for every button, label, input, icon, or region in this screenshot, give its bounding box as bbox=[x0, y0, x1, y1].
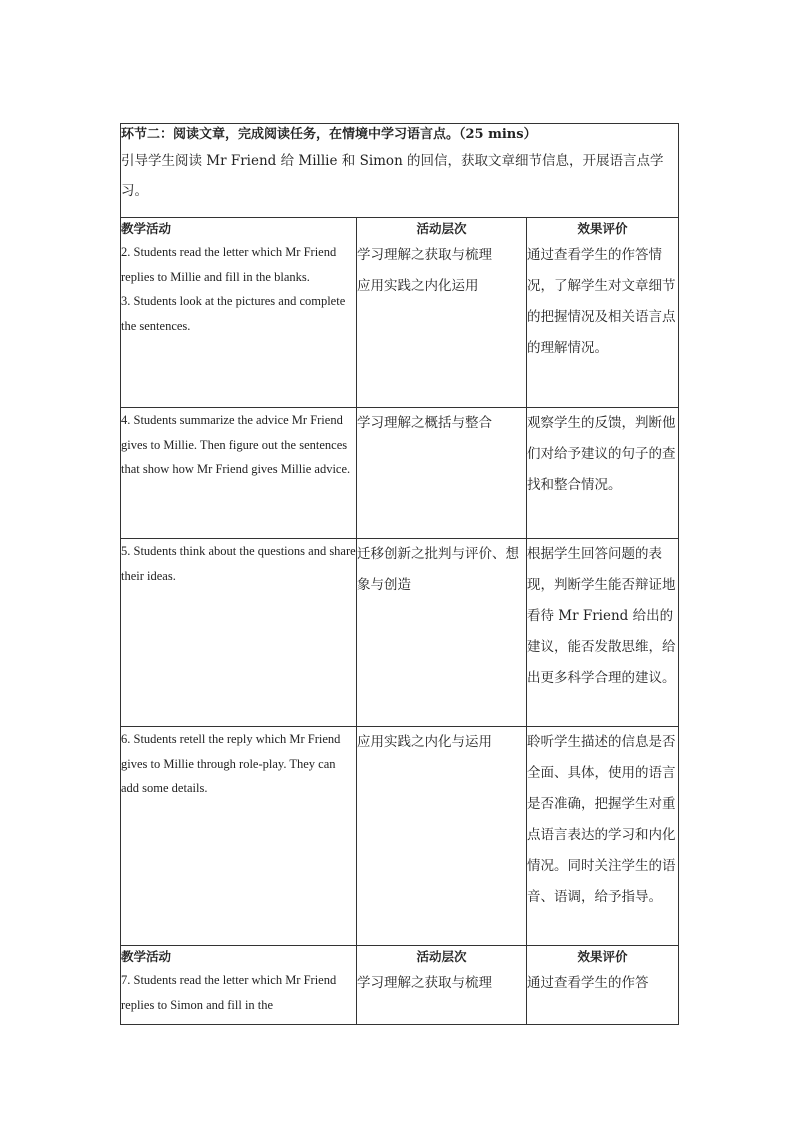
evaluation-header: 效果评价 bbox=[577, 949, 628, 964]
level-text: 学习理解之概括与整合 bbox=[357, 415, 492, 431]
level-header: 活动层次 bbox=[416, 221, 467, 236]
evaluation-text: 观察学生的反馈，判断他们对给予建议的句子的查找和整合情况。 bbox=[527, 415, 676, 493]
evaluation-cell bbox=[527, 727, 679, 946]
activity-text: 4. Students summarize the advice Mr Friend gives to Millie. Then figure out the sentences that show how Mr Friend gives Millie advice. bbox=[121, 413, 351, 476]
activity-header: 教学活动 bbox=[121, 222, 172, 236]
activity-cell bbox=[121, 727, 357, 946]
level-cell bbox=[357, 946, 527, 1025]
evaluation-cell bbox=[527, 539, 679, 727]
evaluation-cell bbox=[527, 408, 679, 539]
activity-cell bbox=[121, 408, 357, 539]
evaluation-cell bbox=[527, 218, 679, 408]
activity-cell bbox=[121, 218, 357, 408]
level-header: 活动层次 bbox=[416, 949, 467, 964]
activity-text: 7. Students read the letter which Mr Friend replies to Simon and fill in the bbox=[121, 973, 337, 1012]
level-cell bbox=[357, 727, 527, 946]
activity-cell bbox=[121, 539, 357, 727]
evaluation-cell bbox=[527, 946, 679, 1025]
table-row bbox=[121, 408, 679, 539]
level-cell bbox=[357, 218, 527, 408]
evaluation-text: 根据学生回答问题的表现，判断学生能否辩证地看待 Mr Friend 给出的建议，能否发散思维，给出更多科学合理的建议。 bbox=[527, 546, 676, 686]
activity-text: 5. Students think about the questions and share their ideas. bbox=[121, 544, 356, 583]
evaluation-text: 通过查看学生的作答 bbox=[527, 975, 649, 991]
section-description: 引导学生阅读 Mr Friend 给 Millie 和 Simon 的回信，获取文章细节信息，开展语言点学习。 bbox=[121, 153, 664, 199]
level-text: 迁移创新之批判与评价、想象与创造 bbox=[357, 546, 519, 593]
section-intro-cell bbox=[121, 124, 679, 218]
level-text: 应用实践之内化运用 bbox=[357, 278, 479, 294]
level-cell bbox=[357, 539, 527, 727]
table-row bbox=[121, 218, 679, 408]
level-cell bbox=[357, 408, 527, 539]
level-text: 学习理解之获取与梳理 bbox=[357, 247, 492, 263]
activity-text: 6. Students retell the reply which Mr Friend gives to Millie through role-play. They can add some details. bbox=[121, 732, 341, 795]
table-row bbox=[121, 727, 679, 946]
evaluation-header: 效果评价 bbox=[577, 221, 628, 236]
table-row bbox=[121, 946, 679, 1025]
section-title: 环节二：阅读文章，完成阅读任务，在情境中学习语言点。（25 mins） bbox=[121, 127, 537, 142]
activity-header: 教学活动 bbox=[121, 950, 172, 964]
evaluation-text: 通过查看学生的作答情况，了解学生对文章细节的把握情况及相关语言点的理解情况。 bbox=[527, 247, 676, 356]
activity-cell bbox=[121, 946, 357, 1025]
activity-text: 3. Students look at the pictures and complete the sentences. bbox=[121, 294, 346, 333]
lesson-plan-table bbox=[120, 123, 679, 1025]
evaluation-text: 聆听学生描述的信息是否全面、具体，使用的语言是否准确，把握学生对重点语言表达的学习和内化情况。同时关注学生的语音、语调，给予指导。 bbox=[527, 734, 676, 905]
activity-text: 2. Students read the letter which Mr Friend replies to Millie and fill in the blanks. bbox=[121, 245, 337, 284]
level-text: 应用实践之内化与运用 bbox=[357, 734, 492, 750]
level-text: 学习理解之获取与梳理 bbox=[357, 975, 492, 991]
table-row bbox=[121, 539, 679, 727]
